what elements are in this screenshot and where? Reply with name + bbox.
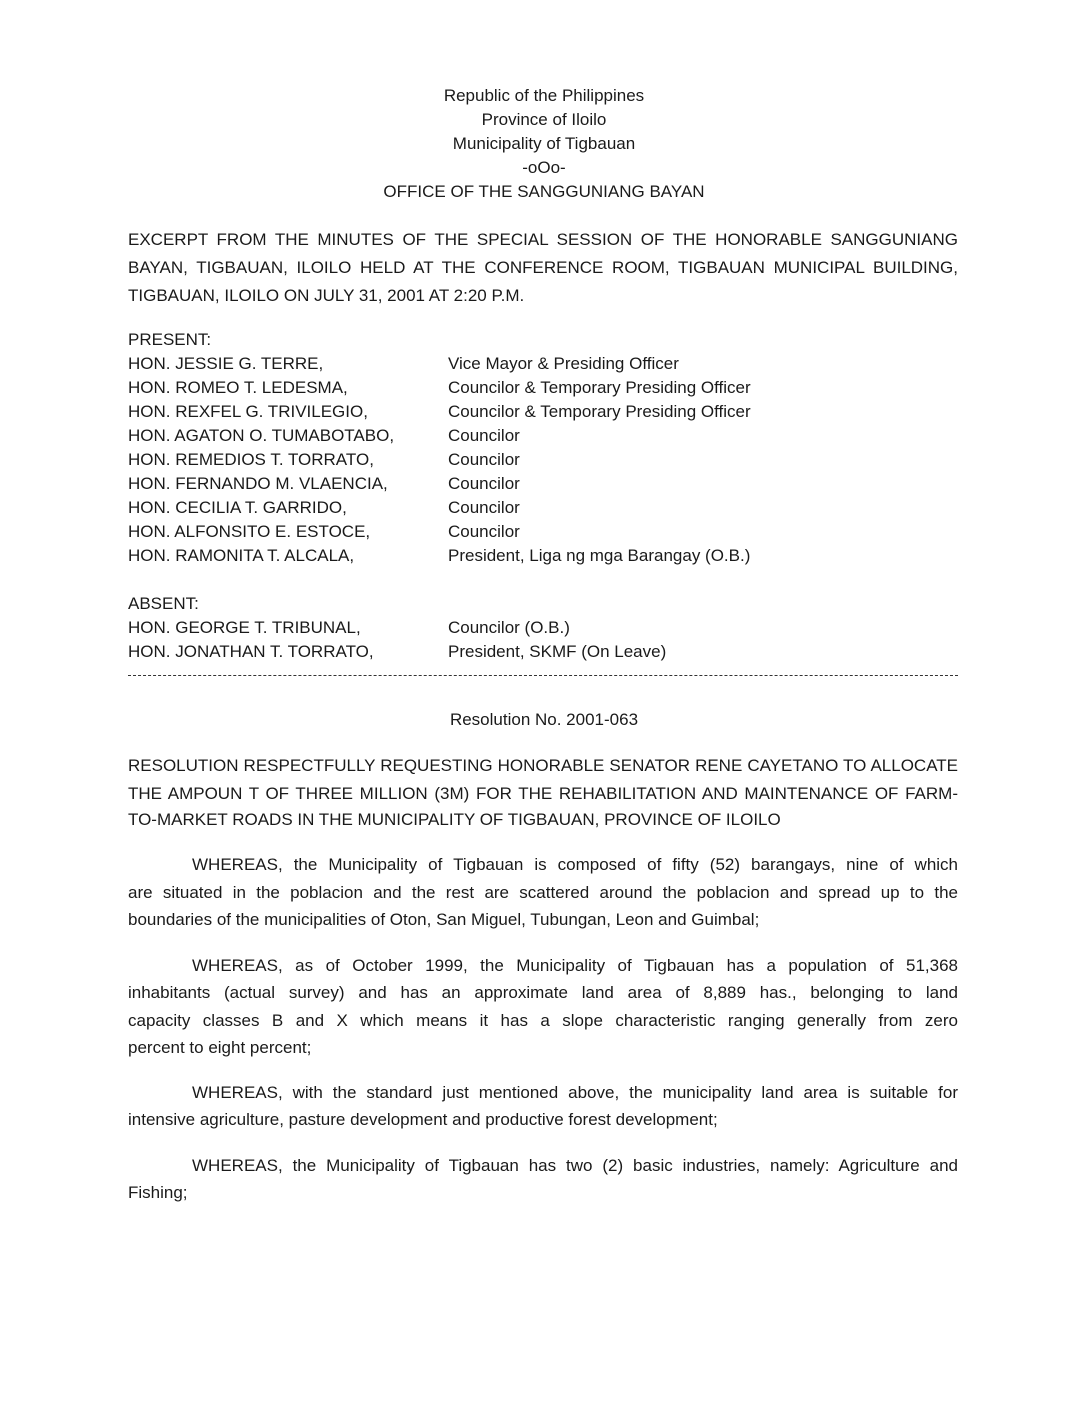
present-name: HON. ALFONSITO E. ESTOCE,: [128, 522, 371, 541]
present-role: Councilor: [448, 498, 520, 517]
present-label: PRESENT:: [128, 330, 212, 349]
dashed-divider: [128, 675, 958, 676]
absent-role: Councilor (O.B.): [448, 618, 570, 637]
excerpt-line: BAYAN, TIGBAUAN, ILOILO HELD AT THE CONFERENCE ROOM, TIGBAUAN MUNICIPAL BUILDING,: [128, 258, 958, 277]
header-republic: Republic of the Philippines: [443, 86, 645, 105]
header-municipality: Municipality of Tigbauan: [452, 134, 636, 153]
excerpt-line: TIGBAUAN, ILOILO ON JULY 31, 2001 AT 2:20 P.M.: [128, 286, 525, 305]
whereas-line: intensive agriculture, pasture development and productive forest development;: [128, 1110, 718, 1129]
whereas-line: are situated in the poblacion and the rest are scattered around the poblacion and spread up to the: [128, 883, 958, 902]
header-ornament: -oOo-: [522, 158, 566, 177]
present-name: HON. JESSIE G. TERRE,: [128, 354, 324, 373]
whereas-line: WHEREAS, the Municipality of Tigbauan has two (2) basic industries, namely: Agriculture and: [192, 1156, 958, 1175]
whereas-line: boundaries of the municipalities of Oton, San Miguel, Tubungan, Leon and Guimbal;: [128, 910, 760, 929]
absent-role: President, SKMF (On Leave): [448, 642, 667, 661]
present-name: HON. REXFEL G. TRIVILEGIO,: [128, 402, 368, 421]
present-role: Vice Mayor & Presiding Officer: [448, 354, 679, 373]
present-role: Councilor: [448, 474, 520, 493]
absent-name: HON. JONATHAN T. TORRATO,: [128, 642, 374, 661]
present-role: Councilor: [448, 450, 520, 469]
header-province: Province of Iloilo: [481, 110, 607, 129]
excerpt-line: EXCERPT FROM THE MINUTES OF THE SPECIAL SESSION OF THE HONORABLE SANGGUNIANG: [128, 230, 958, 249]
present-name: HON. FERNANDO M. VLAENCIA,: [128, 474, 388, 493]
present-name: HON. RAMONITA T. ALCALA,: [128, 546, 355, 565]
header-office: OFFICE OF THE SANGGUNIANG BAYAN: [383, 182, 705, 201]
whereas-line: WHEREAS, as of October 1999, the Municipality of Tigbauan has a population of 51,368: [192, 956, 958, 975]
whereas-line: inhabitants (actual survey) and has an approximate land area of 8,889 has., belonging to land: [128, 983, 958, 1002]
resolution-number: Resolution No. 2001-063: [449, 710, 639, 729]
present-role: Councilor: [448, 426, 520, 445]
whereas-line: Fishing;: [128, 1183, 188, 1202]
present-name: HON. AGATON O. TUMABOTABO,: [128, 426, 395, 445]
present-role: Councilor & Temporary Presiding Officer: [448, 378, 751, 397]
whereas-line: WHEREAS, the Municipality of Tigbauan is composed of fifty (52) barangays, nine of which: [192, 855, 958, 874]
resolution-title-line: TO-MARKET ROADS IN THE MUNICIPALITY OF TIGBAUAN, PROVINCE OF ILOILO: [128, 810, 781, 829]
absent-name: HON. GEORGE T. TRIBUNAL,: [128, 618, 361, 637]
whereas-line: percent to eight percent;: [128, 1038, 312, 1057]
present-name: HON. ROMEO T. LEDESMA,: [128, 378, 348, 397]
present-name: HON. CECILIA T. GARRIDO,: [128, 498, 347, 517]
resolution-title-line: THE AMPOUN T OF THREE MILLION (3M) FOR THE REHABILITATION AND MAINTENANCE OF FARM-: [128, 784, 958, 803]
absent-label: ABSENT:: [128, 594, 199, 613]
whereas-line: WHEREAS, with the standard just mentioned above, the municipality land area is suitable for: [192, 1083, 958, 1102]
whereas-line: capacity classes B and X which means it has a slope characteristic ranging generally from zero: [128, 1011, 958, 1030]
resolution-title-line: RESOLUTION RESPECTFULLY REQUESTING HONORABLE SENATOR RENE CAYETANO TO ALLOCATE: [128, 756, 958, 775]
present-role: Councilor: [448, 522, 520, 541]
present-name: HON. REMEDIOS T. TORRATO,: [128, 450, 374, 469]
present-role: President, Liga ng mga Barangay (O.B.): [448, 546, 751, 565]
present-role: Councilor & Temporary Presiding Officer: [448, 402, 751, 421]
